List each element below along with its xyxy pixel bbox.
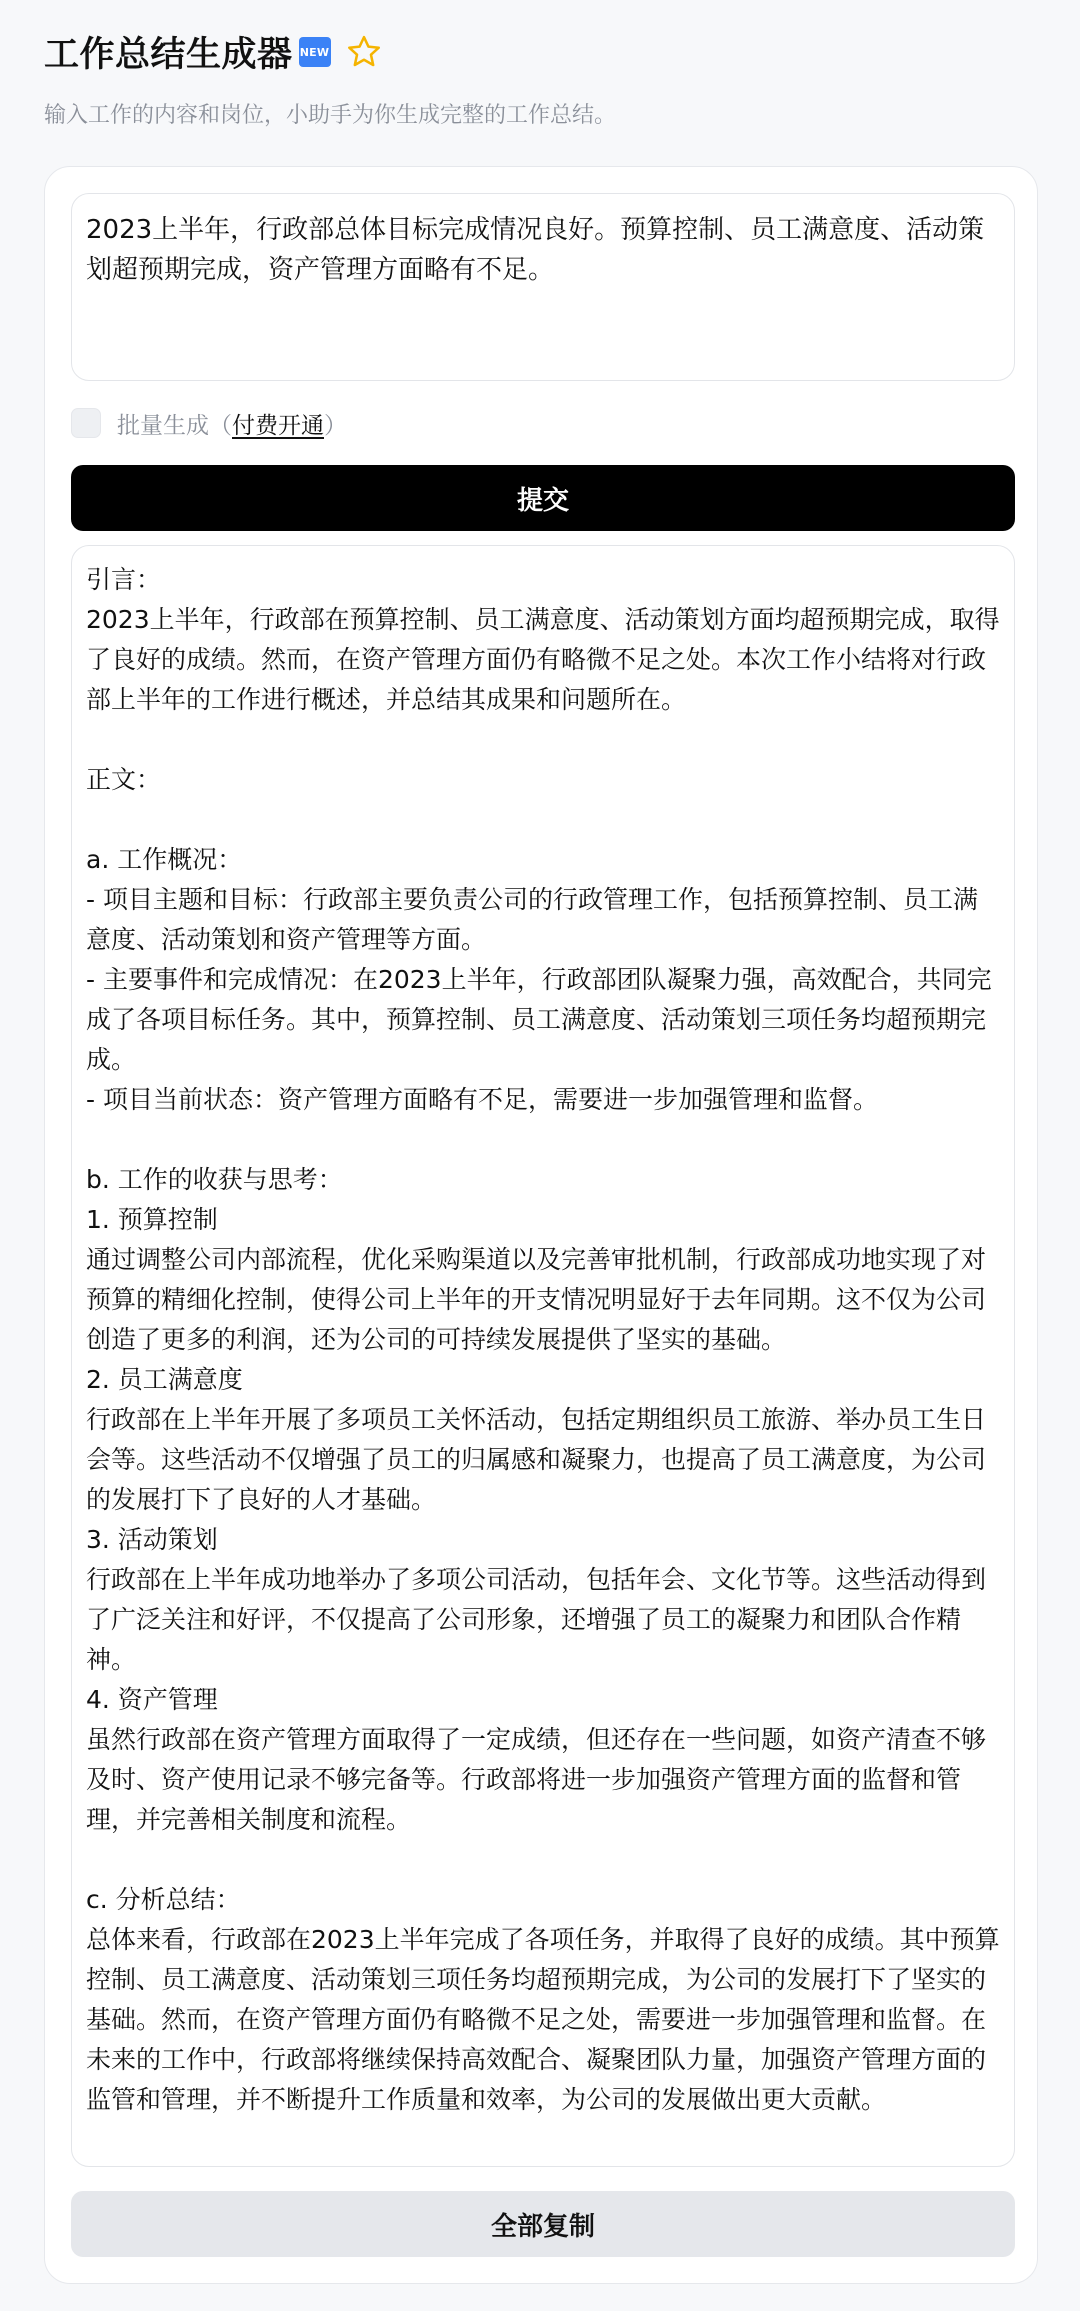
summary-output: 引言： 2023上半年，行政部在预算控制、员工满意度、活动策划方面均超预期完成，取得了良好的成绩。然而，在资产管理方面仍有略微不足之处。本次工作小结将对行政部上半年的工作进行概述，并总结其成果和问题所在。 正文： a. 工作概况： - 项目主题和目标：行政部主要负责公司的行政管理工作，包括预算控制、员工满意度、活动策划和资产管理等方面。 - 主要事件和完成情况：在2023上半年，行政部团队凝聚力强，高效配合，共同完成了各项目标任务。其中，预算控制、员工满意度、活动策划三项任务均超预期完成。 - 项目当前状态：资产管理方面略有不足，需要进一步加强管理和监督。 b. 工作的收获与思考： 1. 预算控制 通过调整公司内部流程，优化采购渠道以及完善审批机制，行政部成功地实现了对预算的精细化控制，使得公司上半年的开支情况明显好于去年同期。这不仅为公司创造了更多的利润，还为公司的可持续发展提供了坚实的基础。 2. 员工满意度 行政部在上半年开展了多项员工关怀活动，包括定期组织员工旅游、举办员工生日会等。这些活动不仅增强了员工的归属感和凝聚力，也提高了员工满意度，为公司的发展打下了良好的人才基础。 3. 活动策划 行政部在上半年成功地举办了多项公司活动，包括年会、文化节等。这些活动得到了广泛关注和好评，不仅提高了公司形象，还增强了员工的凝聚力和团队合作精神。 4. 资产管理 虽然行政部在资产管理方面取得了一定成绩，但还存在一些问题，如资产清查不够及时、资产使用记录不够完备等。行政部将进一步加强资产管理方面的监督和管理，并完善相关制度和流程。 c. 分析总结： 总体来看，行政部在2023上半年完成了各项任务，并取得了良好的成绩。其中预算控制、员工满意度、活动策划三项任务均超预期完成，为公司的发展打下了坚实的基础。然而，在资产管理方面仍有略微不足之处，需要进一步加强管理和监督。在未来的工作中，行政部将继续保持高效配合、凝聚团队力量，加强资产管理方面的监管和管理，并不断提升工作质量和效率，为公司的发展做出更大贡献。 (71, 545, 1015, 2167)
paid-activation-link[interactable]: 付费开通 (232, 412, 324, 439)
paren-open: （ (209, 412, 232, 439)
batch-generate-row (71, 403, 347, 443)
page-subtitle: 输入工作的内容和岗位，小助手为你生成完整的工作总结。 (44, 103, 617, 128)
work-content-input[interactable] (71, 193, 1015, 381)
batch-generate-label: 批量生成 (117, 412, 209, 439)
copy-all-button[interactable]: 全部复制 (71, 2191, 1015, 2257)
paren-close: ） (324, 412, 347, 439)
title-row (44, 26, 1036, 78)
new-badge: NEW (299, 37, 331, 67)
submit-button[interactable]: 提交 (71, 465, 1015, 531)
star-icon[interactable] (345, 33, 383, 71)
page-header (44, 26, 1036, 129)
generator-card (44, 166, 1038, 2284)
page-title: 工作总结生成器 (44, 35, 293, 75)
batch-generate-checkbox[interactable] (71, 408, 101, 438)
